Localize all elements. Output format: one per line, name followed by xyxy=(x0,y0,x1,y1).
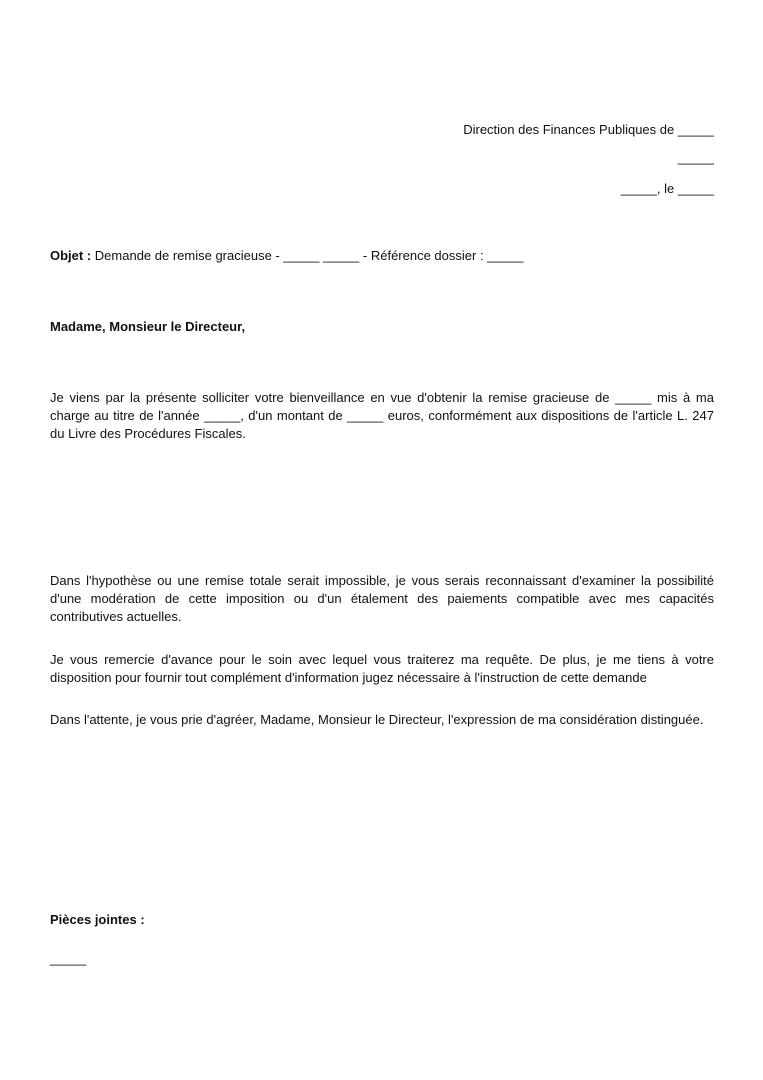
body-paragraph-2: Dans l'hypothèse ou une remise totale serait impossible, je vous serais reconnaissant d'examiner la possibilité d'une modération de cette imposition ou d'un étalement des paiements compatible avec mes capacités contributives actuelles. xyxy=(50,573,714,624)
subject-text: Demande de remise gracieuse - _____ _____ - Référence dossier : _____ xyxy=(91,248,524,263)
body-paragraph-1: Je viens par la présente solliciter votre bienveillance en vue d'obtenir la remise gracieuse de _____ mis à ma charge au titre de l'année _____, d'un montant de _____ euros, conformément aux dispositions de l'article L. 247 du Livre des Procédures Fiscales. xyxy=(50,390,714,441)
closing-paragraph: Dans l'attente, je vous prie d'agréer, Madame, Monsieur le Directeur, l'expression de ma considération distinguée. xyxy=(50,712,704,727)
place-and-date: _____, le _____ xyxy=(620,181,714,196)
recipient-address-blank: _____ xyxy=(677,150,714,165)
subject-label: Objet : xyxy=(50,248,92,263)
salutation: Madame, Monsieur le Directeur, xyxy=(50,319,246,334)
attachments-heading: Pièces jointes : xyxy=(50,912,145,927)
attachments-value: _____ xyxy=(50,951,87,966)
body-paragraph-3: Je vous remercie d'avance pour le soin avec lequel vous traiterez ma requête. De plus, je me tiens à votre disposition pour fournir tout complément d'information jugez nécessaire à l'instruction de cette demande xyxy=(50,652,714,685)
recipient-direction: Direction des Finances Publiques de _____ xyxy=(463,122,714,137)
subject-line xyxy=(50,247,523,265)
